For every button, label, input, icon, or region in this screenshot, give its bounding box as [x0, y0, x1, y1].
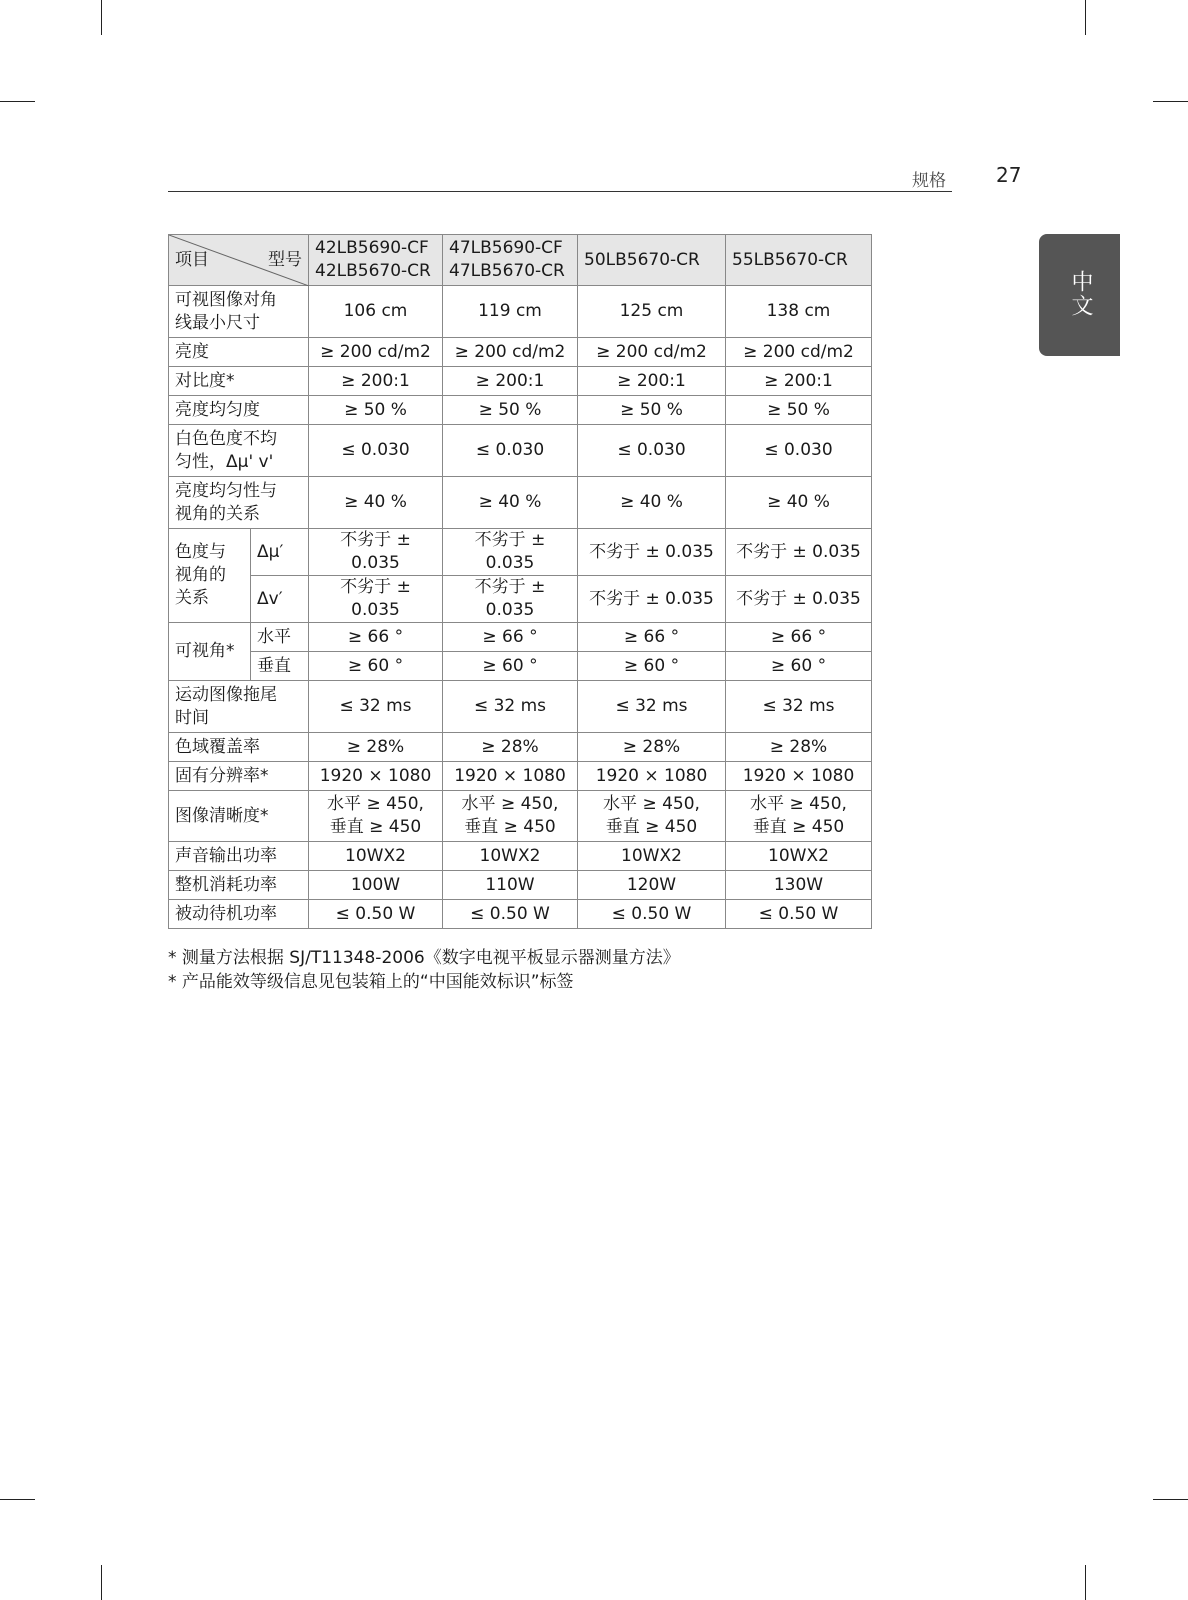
table-cell: ≤ 32 ms: [578, 681, 726, 733]
table-cell: 10WX2: [309, 842, 443, 871]
row-label: 亮度均匀度: [169, 396, 309, 425]
table-cell: 1920 × 1080: [726, 762, 872, 791]
table-row: [169, 338, 872, 367]
table-cell: 10WX2: [443, 842, 578, 871]
table-cell: 10WX2: [578, 842, 726, 871]
table-cell: ≤ 32 ms: [309, 681, 443, 733]
table-row: [169, 762, 872, 791]
table-cell: 水平 ≥ 450, 垂直 ≥ 450: [443, 791, 578, 842]
crop-mark: [1153, 1499, 1188, 1500]
table-cell: 1920 × 1080: [309, 762, 443, 791]
table-row: [169, 900, 872, 929]
table-cell: ≤ 0.50 W: [726, 900, 872, 929]
sub-label: 水平: [251, 623, 309, 652]
table-cell: ≤ 0.030: [309, 425, 443, 477]
table-cell: 130W: [726, 871, 872, 900]
crop-mark: [1153, 101, 1188, 102]
table-cell: ≤ 0.030: [443, 425, 578, 477]
footnote: * 测量方法根据 SJ/T11348-2006《数字电视平板显示器测量方法》: [168, 948, 680, 968]
table-row: [169, 681, 872, 733]
row-label: 色度与 视角的 关系: [169, 529, 251, 623]
table-cell: ≥ 40 %: [309, 477, 443, 529]
table-cell: ≥ 60 °: [309, 652, 443, 681]
table-cell: 不劣于 ± 0.035: [578, 576, 726, 623]
row-label: 白色色度不均 匀性，Δμ' v': [169, 425, 309, 477]
row-label: 色域覆盖率: [169, 733, 309, 762]
model-header: 42LB5690-CF 42LB5670-CR: [309, 235, 443, 286]
table-cell: ≥ 28%: [726, 733, 872, 762]
table-cell: ≥ 28%: [443, 733, 578, 762]
table-cell: ≥ 200 cd/m2: [309, 338, 443, 367]
table-cell: ≥ 60 °: [726, 652, 872, 681]
row-label: 被动待机功率: [169, 900, 309, 929]
table-cell: ≤ 32 ms: [726, 681, 872, 733]
corner-cell: [169, 235, 309, 286]
table-cell: 10WX2: [726, 842, 872, 871]
crop-mark: [101, 1565, 102, 1600]
language-tab: [1039, 234, 1120, 356]
table-cell: ≥ 28%: [578, 733, 726, 762]
row-label: 运动图像拖尾 时间: [169, 681, 309, 733]
footnotes: [168, 946, 680, 994]
table-cell: ≥ 28%: [309, 733, 443, 762]
table-cell: ≥ 200:1: [578, 367, 726, 396]
table-cell: 水平 ≥ 450, 垂直 ≥ 450: [309, 791, 443, 842]
table-cell: ≥ 66 °: [726, 623, 872, 652]
table-row: [169, 396, 872, 425]
footnote: * 产品能效等级信息见包装箱上的“中国能效标识”标签: [168, 972, 574, 992]
row-label: 可视角*: [169, 623, 251, 681]
table-cell: ≤ 0.030: [578, 425, 726, 477]
table-cell: ≤ 32 ms: [443, 681, 578, 733]
table-cell: ≥ 60 °: [578, 652, 726, 681]
table-row: [169, 623, 872, 652]
table-row: [169, 842, 872, 871]
section-title: 规格: [912, 171, 946, 191]
table-cell: ≥ 66 °: [443, 623, 578, 652]
table-row: [169, 733, 872, 762]
table-cell: ≤ 0.50 W: [578, 900, 726, 929]
row-label: 亮度: [169, 338, 309, 367]
table-cell: 119 cm: [443, 286, 578, 338]
table-row: [169, 529, 872, 576]
model-header: 55LB5670-CR: [726, 235, 872, 286]
table-cell: 120W: [578, 871, 726, 900]
row-label: 亮度均匀性与 视角的关系: [169, 477, 309, 529]
table-header-row: [169, 235, 872, 286]
crop-mark: [0, 1499, 35, 1500]
table-cell: ≥ 40 %: [443, 477, 578, 529]
table-row: [169, 791, 872, 842]
table-cell: 1920 × 1080: [578, 762, 726, 791]
crop-mark: [101, 0, 102, 35]
table-cell: 138 cm: [726, 286, 872, 338]
row-label: 可视图像对角 线最小尺寸: [169, 286, 309, 338]
row-label: 声音输出功率: [169, 842, 309, 871]
page-number: 27: [996, 163, 1022, 187]
language-tab-label: 中文: [1068, 270, 1093, 318]
crop-mark: [1085, 1565, 1086, 1600]
table-cell: 水平 ≥ 450, 垂直 ≥ 450: [578, 791, 726, 842]
table-cell: 不劣于 ± 0.035: [443, 529, 578, 576]
header-rule: [168, 191, 952, 192]
table-cell: ≥ 40 %: [578, 477, 726, 529]
table-cell: ≤ 0.030: [726, 425, 872, 477]
table-cell: 不劣于 ± 0.035: [309, 529, 443, 576]
table-cell: 125 cm: [578, 286, 726, 338]
row-label: 整机消耗功率: [169, 871, 309, 900]
model-header: 50LB5670-CR: [578, 235, 726, 286]
row-label: 固有分辨率*: [169, 762, 309, 791]
table-row: [169, 286, 872, 338]
crop-mark: [0, 101, 35, 102]
table-cell: ≥ 66 °: [578, 623, 726, 652]
table-cell: 110W: [443, 871, 578, 900]
table-row: [169, 652, 872, 681]
table-cell: ≥ 200:1: [726, 367, 872, 396]
table-cell: ≥ 200:1: [443, 367, 578, 396]
table-cell: ≤ 0.50 W: [309, 900, 443, 929]
table-cell: 不劣于 ± 0.035: [578, 529, 726, 576]
table-cell: ≥ 50 %: [726, 396, 872, 425]
table-cell: ≥ 60 °: [443, 652, 578, 681]
table-row: [169, 425, 872, 477]
table-row: [169, 871, 872, 900]
table-cell: ≥ 200 cd/m2: [578, 338, 726, 367]
spec-table: [168, 234, 872, 929]
table-cell: 不劣于 ± 0.035: [443, 576, 578, 623]
table-cell: ≤ 0.50 W: [443, 900, 578, 929]
table-row: [169, 477, 872, 529]
model-header: 47LB5690-CF 47LB5670-CR: [443, 235, 578, 286]
table-cell: 不劣于 ± 0.035: [309, 576, 443, 623]
row-label: 对比度*: [169, 367, 309, 396]
table-cell: ≥ 66 °: [309, 623, 443, 652]
table-row: [169, 576, 872, 623]
corner-right-label: 型号: [268, 250, 302, 270]
table-cell: ≥ 40 %: [726, 477, 872, 529]
crop-mark: [1085, 0, 1086, 35]
sub-label: Δv′: [251, 576, 309, 623]
table-cell: ≥ 200 cd/m2: [443, 338, 578, 367]
table-cell: 100W: [309, 871, 443, 900]
table-cell: ≥ 50 %: [443, 396, 578, 425]
table-cell: ≥ 200:1: [309, 367, 443, 396]
table-cell: 不劣于 ± 0.035: [726, 576, 872, 623]
table-cell: ≥ 50 %: [309, 396, 443, 425]
table-cell: 水平 ≥ 450, 垂直 ≥ 450: [726, 791, 872, 842]
table-cell: 1920 × 1080: [443, 762, 578, 791]
sub-label: 垂直: [251, 652, 309, 681]
table-row: [169, 367, 872, 396]
corner-left-label: 项目: [175, 250, 209, 270]
table-cell: 不劣于 ± 0.035: [726, 529, 872, 576]
sub-label: Δμ′: [251, 529, 309, 576]
table-cell: ≥ 50 %: [578, 396, 726, 425]
table-cell: 106 cm: [309, 286, 443, 338]
row-label: 图像清晰度*: [169, 791, 309, 842]
table-cell: ≥ 200 cd/m2: [726, 338, 872, 367]
